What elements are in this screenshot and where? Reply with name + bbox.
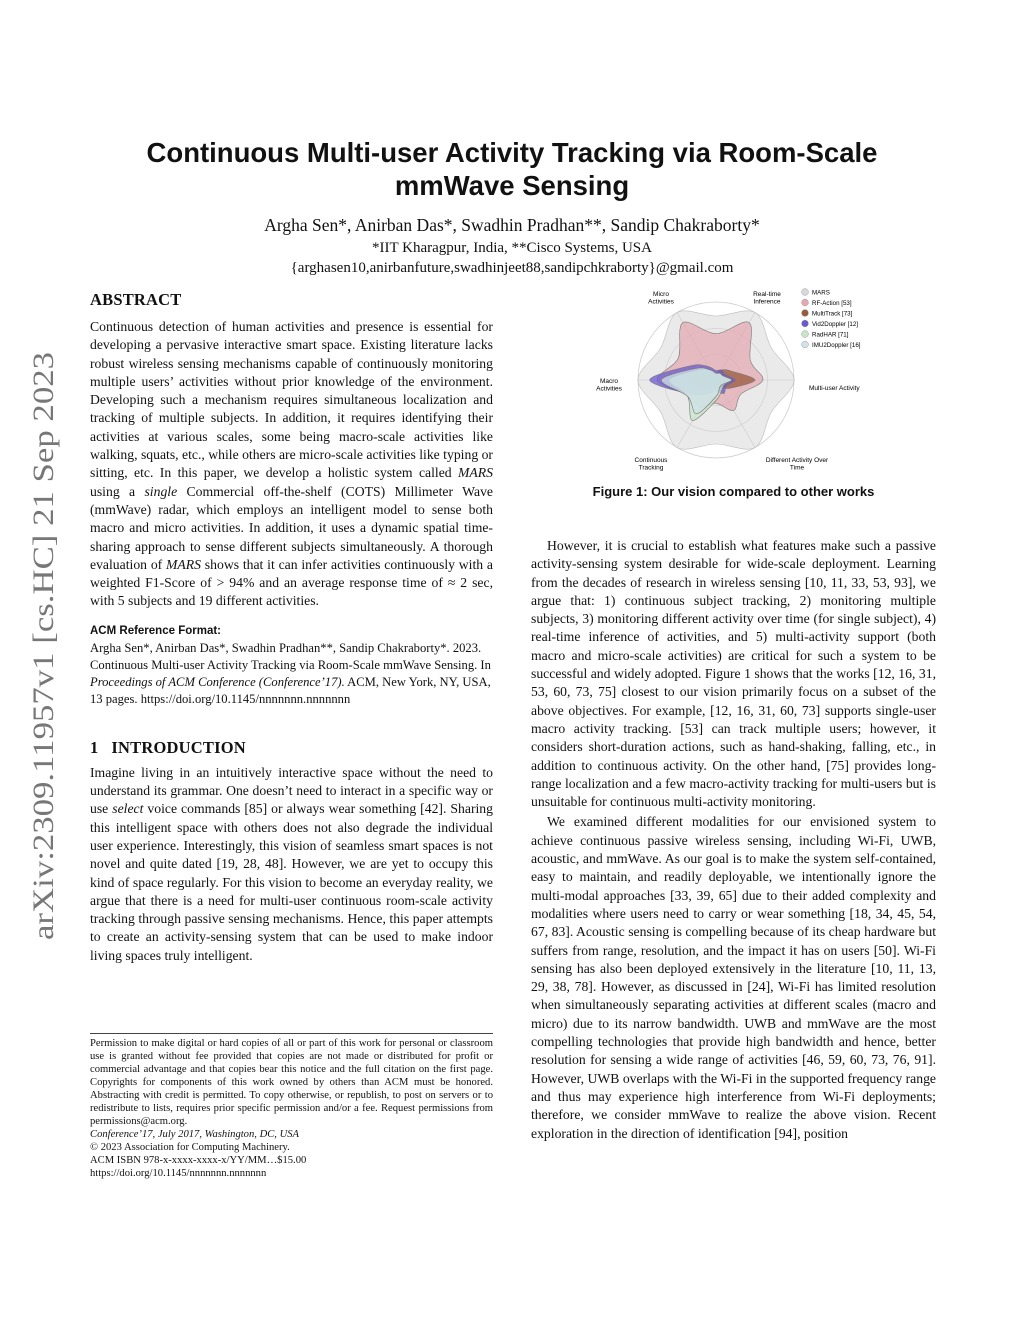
copyright-footnote: [90, 1033, 493, 1180]
radar-legend: [802, 289, 861, 349]
affiliation: *IIT Kharagpur, India, **Cisco Systems, USA: [372, 240, 652, 256]
right-paragraph-2: We examined different modalities for our envisioned system to achieve continuous passive wireless sensing, including Wi-Fi, UWB, acoustic, and mmWave. As our goal is to make the system self-contained, easy to maintain, and readily deployable, we intentionally ignore the multi-modal approaches [33, 39, 65] due to their added complexity and modalities where users need to carry or wear something [18, 34, 45, 54, 67, 83]. Acoustic sensing is compelling because of its cheap hardware but suffers from range, resolution, and the impact it has on users [50]. Wi-Fi sensing has also been deployed extensively in the literature [10, 11, 13, 29, 38, 78]. However, as discussed in [24], Wi-Fi has limited resolution when simultaneously separating activities at different scales (macro and micro) due to its narrow bandwidth. UWB and mmWave are the most compelling technologies that provide high bandwidth and hence, better resolution for sensing a wide range of activities [46, 59, 60, 73, 76, 91]. However, UWB overlaps with the Wi-Fi in the supported frequency range and thus may experience high interference from Wi-Fi deployments; therefore, we consider mmWave to realize the above vision. Recent exploration in the direction of identification [94], position: [531, 814, 936, 1141]
acm-ref-heading: ACM Reference Format:: [90, 624, 221, 637]
permission-text: Permission to make digital or hard copies of all or part of this work for personal or classroom use is granted without fee provided that copies are not made or distributed for profit or commercial advantage and that copies bear this notice and the full citation on the first page. Copyrights for components of this work owned by others than ACM must be honored. Abstracting with credit is permitted. To copy otherwise, or republish, to post on servers or to redistribute to lists, requires prior specific permission and/or a fee. Request permissions from permissions@acm.org.: [90, 1038, 493, 1127]
intro-text: Imagine living in an intuitively interactive space without the need to understand its grammar. One doesn’t need to interact in a specific way or use select voice commands [85] or always wear something [42]. Sharing this intelligent space with others does not also degrade the individual user experience. Interestingly, this vision of seamless smart spaces is not novel and quite dated [19, 28, 48]. However, we are yet to occupy this kind of space regularly. For this vision to become an everyday reality, we argue that there is a need for multi-user continuous room-scale activity tracking through passive sensing mechanisms. Hence, this paper attempts to create an activity-sensing system that can be used to make indoor living spaces truly intelligent.: [90, 764, 493, 963]
axis-label-multiuser: Multi-user Activity: [809, 385, 860, 392]
radar-series-layer: [638, 302, 794, 458]
title-line-1: Continuous Multi-user Activity Tracking via Room-Scale: [146, 137, 878, 168]
legend-swatch: [802, 310, 809, 317]
conference-info: Conference’17, July 2017, Washington, DC, USA: [90, 1129, 300, 1140]
axis-label-macro: Macro Activities: [596, 378, 622, 393]
legend-label: MultiTrack [73]: [812, 310, 853, 318]
legend-label: IMU2Doppler [16]: [812, 341, 861, 349]
axis-label-different: Different Activity Over Time: [765, 457, 829, 472]
abstract-heading: ABSTRACT: [90, 290, 182, 309]
left-column: [90, 290, 493, 965]
radar-chart: [531, 280, 936, 480]
arxiv-stamp: [18, 350, 62, 940]
doi-line: https://doi.org/10.1145/nnnnnnn.nnnnnnn: [90, 1168, 267, 1179]
copyright-line: © 2023 Association for Computing Machinery.: [90, 1142, 290, 1153]
emails: {arghasen10,anirbanfuture,swadhinjeet88,sandipchkraborty}@gmail.com: [290, 260, 734, 276]
isbn-line: ACM ISBN 978-x-xxxx-xxxx-x/YY/MM…$15.00: [90, 1155, 307, 1166]
legend-swatch: [802, 320, 809, 327]
axis-label-continuous: Continuous Tracking: [634, 457, 668, 472]
legend-label: MARS: [812, 289, 830, 297]
right-column: [531, 280, 936, 1143]
affiliation-block: [90, 238, 934, 278]
intro-heading: 1 INTRODUCTION: [90, 737, 246, 757]
authors: Argha Sen*, Anirban Das*, Swadhin Pradhan**, Sandip Chakraborty*: [264, 215, 760, 235]
legend-swatch: [802, 331, 809, 338]
legend-swatch: [802, 289, 809, 296]
acm-ref-text: Argha Sen*, Anirban Das*, Swadhin Pradhan**, Sandip Chakraborty*. 2023. Continuous Multi-user Activity Tracking via Room-Scale mmWave Sensing. In Proceedings of ACM Conference (Conference’17). ACM, New York, NY, USA, 13 pages. https://doi.org/10.1145/nnnnnnn.nnnnnnn: [90, 640, 491, 706]
legend-label: Vid2Doppler [12]: [812, 320, 858, 328]
legend-label: RF-Action [53]: [812, 299, 852, 307]
legend-swatch: [802, 341, 809, 348]
arxiv-id: arXiv:2309.11957v1 [cs.HC] 21 Sep 2023: [27, 432, 60, 940]
figure-1: [531, 280, 936, 499]
right-paragraph-1: However, it is crucial to establish what features make such a passive activity-sensing system desirable for wide-scale deployment. Learning from the decades of research in wireless sensing [10, 11, 33, 53, 93], we argue that: 1) continuous subject tracking, 2) monitoring multiple subjects, 3) monitoring different activity over time (for single subject), 4) real-time inference of activities, and 5) multi-activity support (both macro and micro-scale activities) are critical for such a system to be successful and widely adopted. Figure 1 shows that the works [12, 16, 31, 53, 60, 73, 75] closest to our vision primarily focus on a subset of the above objectives. For example, [12, 16, 31, 60, 73] supports single-user macro activity tracking. [53] can track multiple users; however, it considers short-duration actions, such as hand-shaking, falling, etc., in addition to continuous activity. On the other hand, [75] provides long-range localization and a few macro-activity tracking for multi-users but is unsuitable for continuous multi-activity monitoring.: [531, 538, 936, 810]
paper-title: [90, 136, 934, 202]
abstract-text: Continuous detection of human activities and presence is essential for developing a pervasive interactive smart space. Existing literature lacks robust wireless sensing mechanisms capable of continuously monitoring multiple users’ activities without prior knowledge of the environment. Developing such a mechanism requires simultaneous localization and tracking of multiple subjects. In addition, it requires identifying their activities at various scales, some being macro-scale activities like walking, squats, etc., while others are micro-scale activities like typing or sitting, etc. In this paper, we develop a holistic system called MARS using a single Commercial off-the-shelf (COTS) Millimeter Wave (mmWave) radar, which employs an intelligent model to sense both macro and micro activities. In addition, it uses a dynamic spatial time-sharing approach to sense different subjects simultaneously. A thorough evaluation of MARS shows that it can infer activities continuously with a weighted F1-Score of > 94% and an average response time of ≈ 2 sec, with 5 subjects and 19 different activities.: [90, 319, 493, 609]
axis-label-micro: Micro Activities: [648, 291, 674, 306]
axis-label-realtime: Real-time Inference: [753, 291, 781, 306]
legend-swatch: [802, 299, 809, 306]
figure-caption: Figure 1: Our vision compared to other works: [592, 484, 875, 499]
legend-label: RadHAR [71]: [812, 331, 849, 339]
title-line-2: mmWave Sensing: [394, 170, 630, 201]
